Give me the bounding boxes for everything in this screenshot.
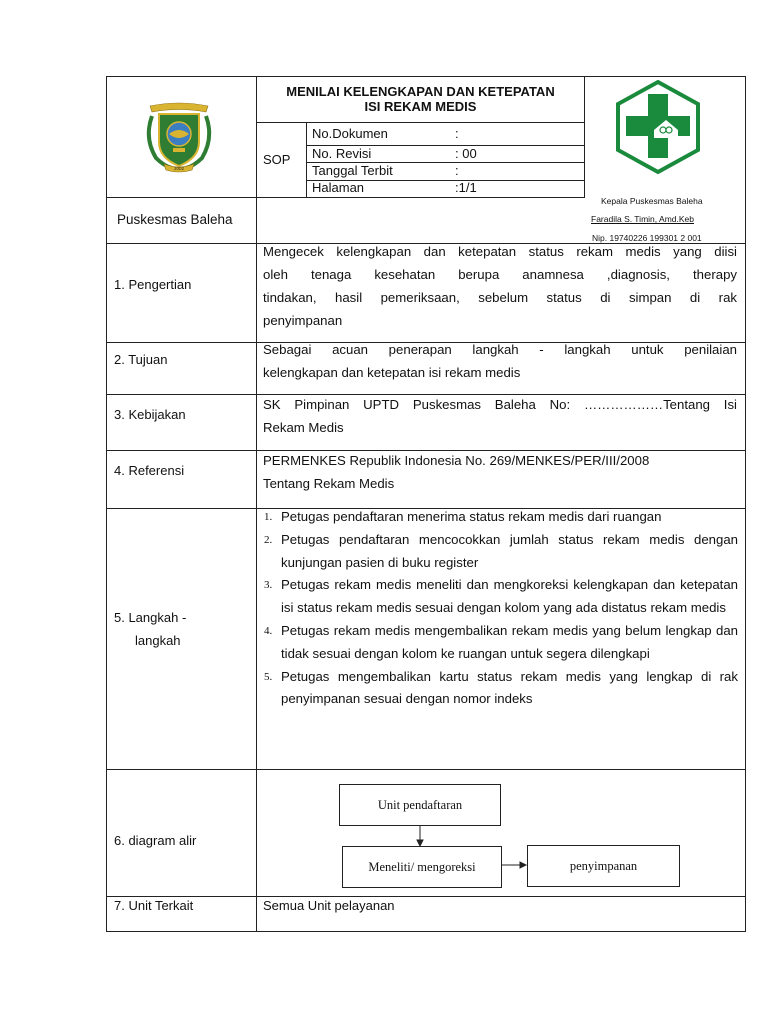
step-text: Petugas pendaftaran menerima status rekam medis dari ruangan [281,509,662,524]
step-number: 2. [264,533,273,546]
step-text: Petugas rekam medis mengembalikan rekam medis yang belum lengkap dan tidak sesuai dengan kolom ke ruangan untuk segera dilengkapi [281,622,738,661]
section-label-unit-terkait: 7. Unit Terkait [114,898,194,913]
flow-box-meneliti: Meneliti/ mengoreksi [342,846,502,888]
arrow-right [501,862,526,868]
tujuan-line: Sebagai acuan penerapan langkah - langkah untuk penilaian [263,342,737,357]
flow-box-penyimpanan: penyimpanan [527,845,680,887]
meta-label-no-revisi: No. Revisi [312,146,372,161]
signatory-name: Faradila S. Timin, Amd.Keb [591,214,694,224]
step-number: 1. [264,511,273,523]
meta-label-tanggal-terbit: Tanggal Terbit [312,163,393,178]
signatory-title: Kepala Puskesmas Baleha [601,196,703,206]
meta-value-no-dokumen: : [455,126,459,141]
sop-label: SOP [263,152,291,167]
title-line-1: MENILAI KELENGKAPAN DAN KETEPATAN [286,84,555,99]
tujuan-line: kelengkapan dan ketepatan isi rekam medis [263,365,521,380]
step-text: Petugas rekam medis meneliti dan mengkoreksi kelengkapan dan ketepatan isi status rekam medis sesuai dengan kolom yang ada distatus rekam medis [281,577,738,616]
referensi-line: Tentang Rekam Medis [263,476,395,491]
meta-label-halaman: Halaman [312,180,365,195]
kebijakan-line: SK Pimpinan UPTD Puskesmas Baleha No: ………………Tentang Isi [263,397,737,412]
kebijakan-line: Rekam Medis [263,420,344,435]
meta-label-no-dokumen: No.Dokumen [312,126,388,141]
signatory-nip: Nip. 19740226 199301 2 001 [592,233,702,243]
meta-value-no-revisi: : 00 [455,146,477,161]
meta-value-tanggal-terbit: : [455,163,459,178]
pengertian-line: tindakan, hasil pemeriksaan, sebelum status di simpan di rak [263,290,737,305]
pengertian-line: penyimpanan [263,313,343,328]
referensi-line: PERMENKES Republik Indonesia No. 269/MENKES/PER/III/2008 [263,453,650,468]
step-text: Petugas mengembalikan kartu status rekam medis yang lengkap di rak penyimpanan sesuai dengan nomor indeks [281,668,738,707]
step-text: Petugas pendaftaran mencocokkan jumlah status rekam medis dengan kunjungan pasien di buku register [281,531,738,570]
pengertian-line: oleh tenaga kesehatan berupa anamnesa ,diagnosis, therapy [263,267,737,282]
pengertian-line: Mengecek kelengkapan dan ketepatan status rekam medis yang diisi [263,244,737,259]
section-label-pengertian: 1. Pengertian [114,277,192,292]
title-line-2: ISI REKAM MEDIS [364,99,477,114]
section-label-langkah-2: langkah [135,633,181,648]
section-label-kebijakan: 3. Kebijakan [114,407,186,422]
step-number: 4. [264,624,273,637]
section-label-tujuan: 2. Tujuan [114,352,168,367]
section-label-referensi: 4. Referensi [114,463,185,478]
unit-terkait-value: Semua Unit pelayanan [263,898,395,913]
step-number: 5. [264,670,273,683]
step-number: 3. [264,579,273,592]
section-label-diagram: 6. diagram alir [114,833,197,848]
section-label-langkah: 5. Langkah - [114,610,187,625]
arrow-down [417,826,423,846]
organization-name: Puskesmas Baleha [117,212,233,227]
logo-year-text: 2002 [173,166,185,171]
meta-value-halaman: :1/1 [455,180,477,195]
flow-box-unit-pendaftaran: Unit pendaftaran [339,784,501,826]
